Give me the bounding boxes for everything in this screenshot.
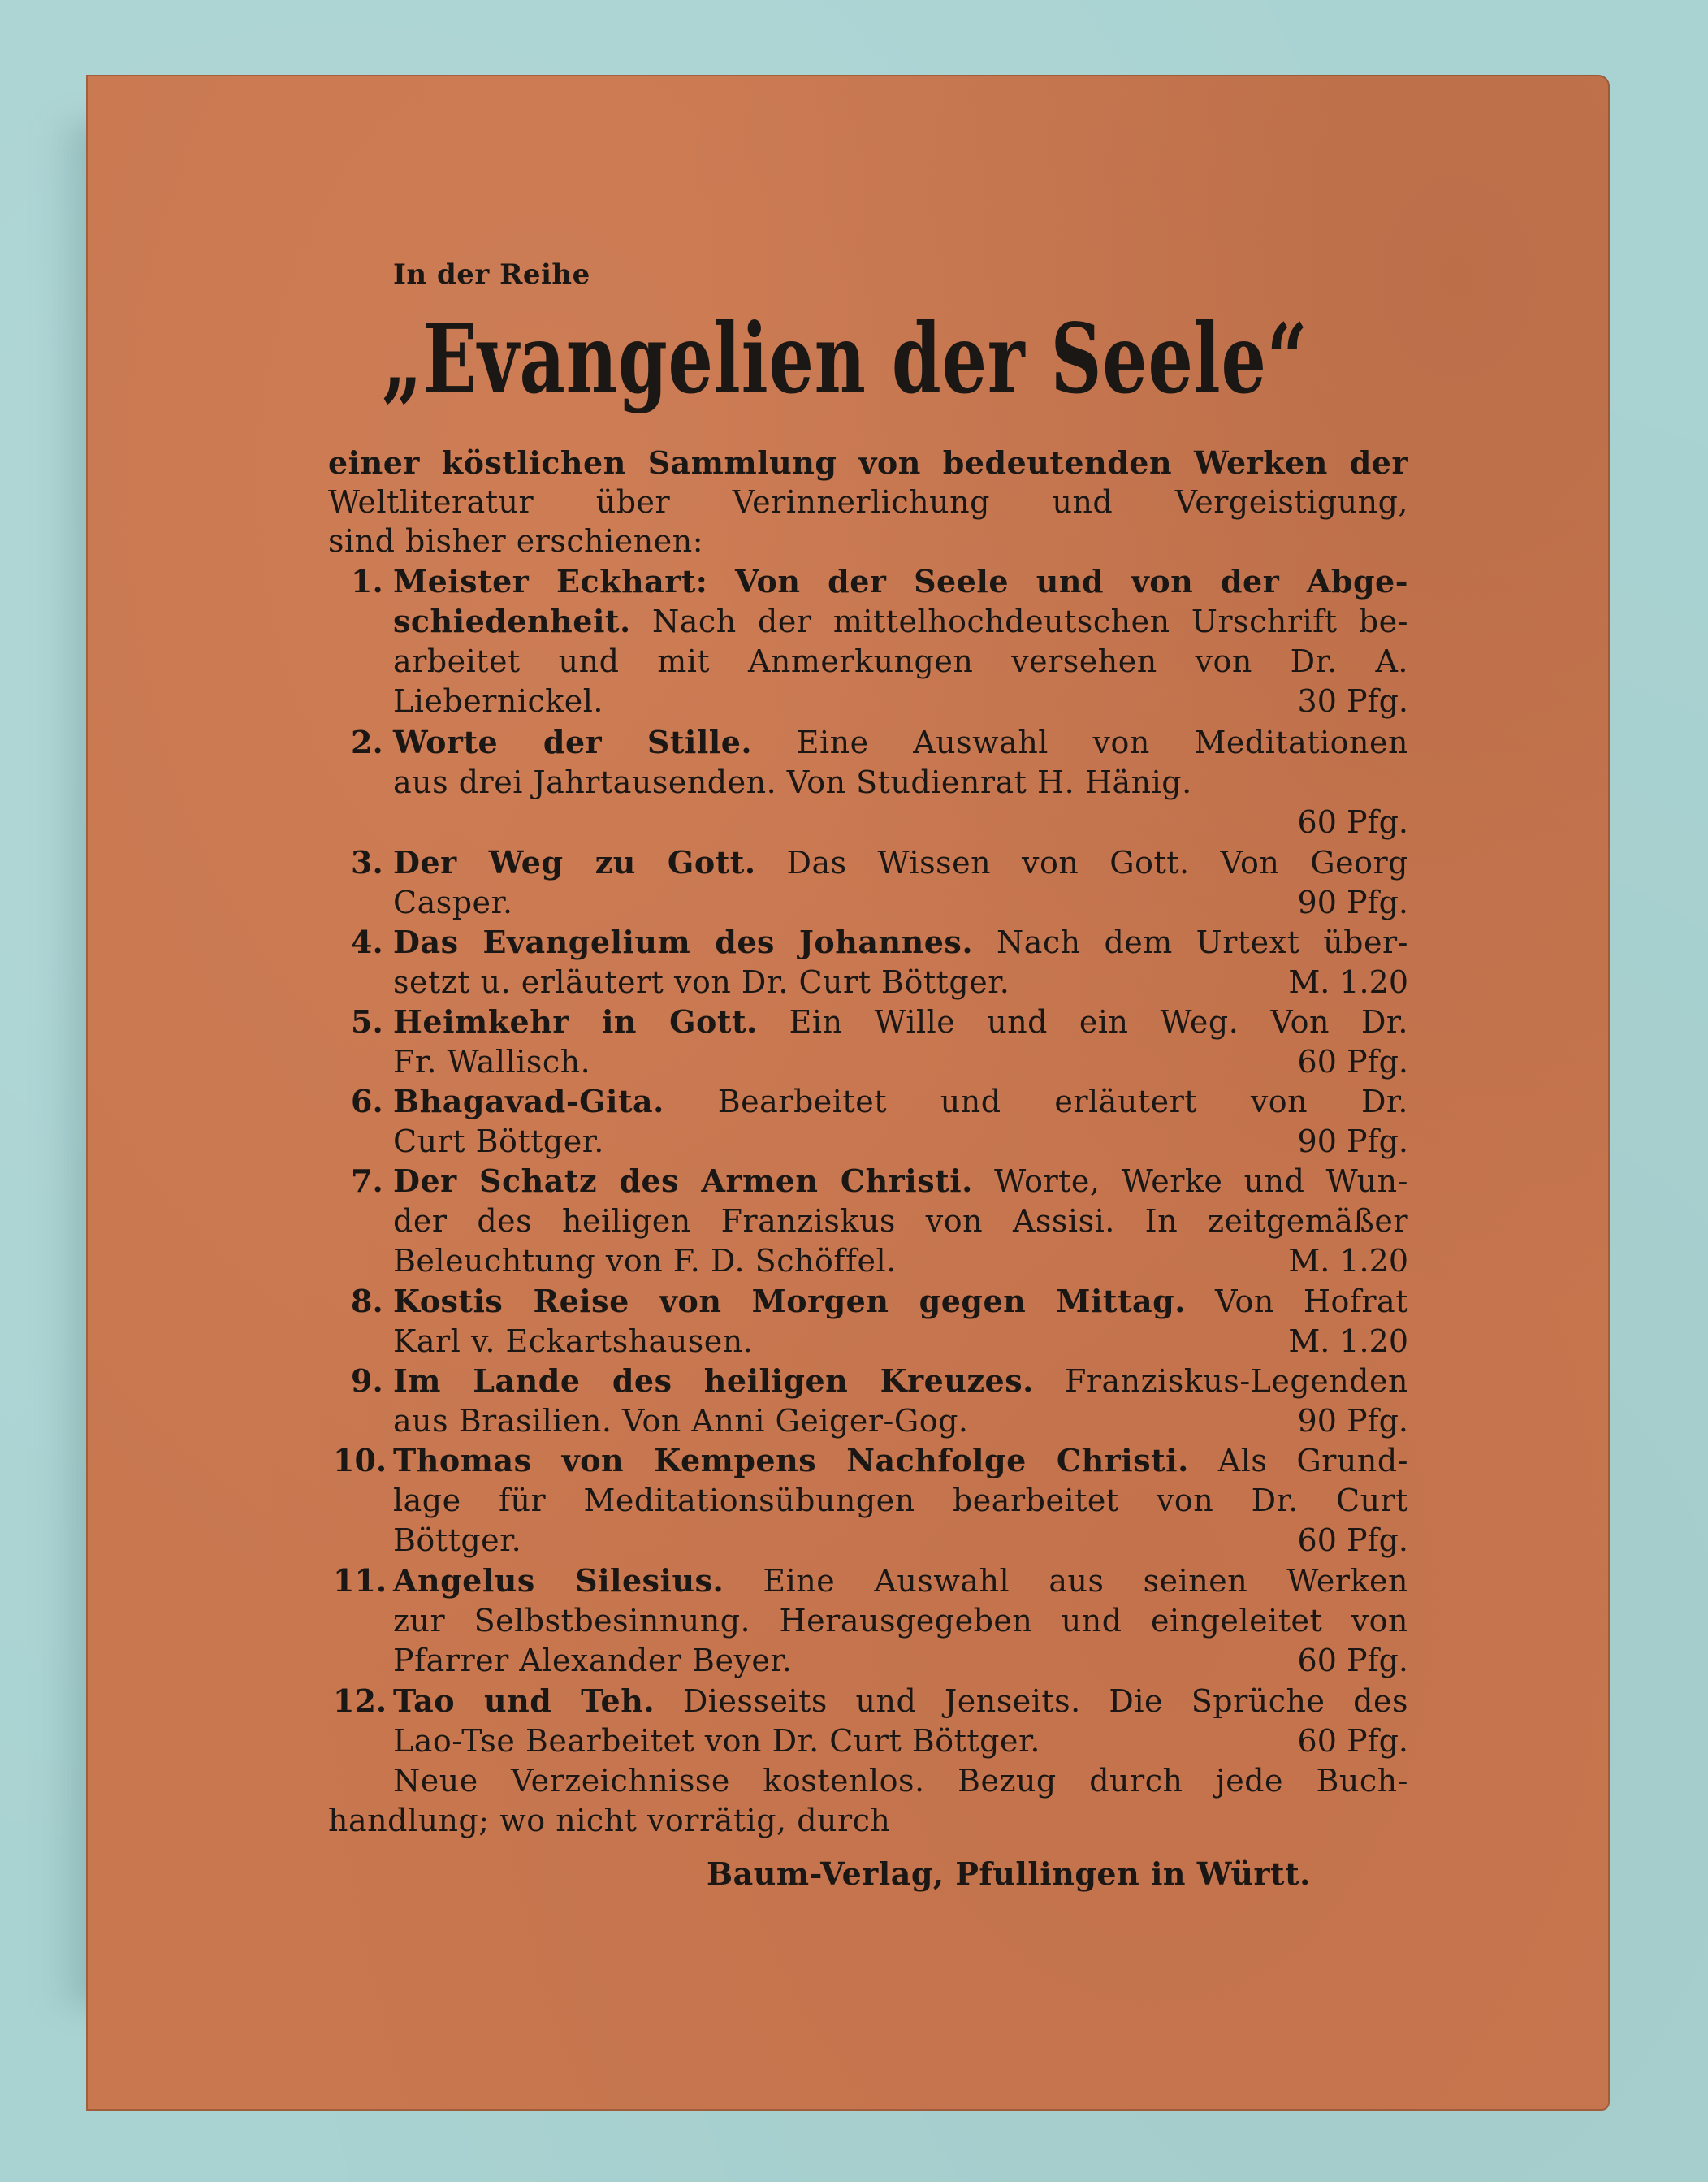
entry-desc-line: Curt Böttger. bbox=[393, 1123, 604, 1159]
entry-desc-line: Fr. Wallisch. bbox=[393, 1044, 591, 1080]
entry-number: 12. bbox=[333, 1682, 387, 1719]
entry-desc-text: Nach der mittelhochdeutschen Urschrift be- bbox=[652, 604, 1408, 639]
entry-title-line bbox=[393, 1442, 1408, 1479]
entry-title-text: Der Schatz des Armen Christi. bbox=[393, 1162, 973, 1199]
entry-number: 5. bbox=[351, 1003, 383, 1040]
entry-price: M. 1.20 bbox=[1288, 964, 1408, 1000]
entry-title-text: Im Lande des heiligen Kreuzes. bbox=[393, 1362, 1034, 1399]
footer-line-2: handlung; wo nicht vorrätig, durch bbox=[328, 1803, 891, 1838]
entry-desc-text: Eine Auswahl von Meditationen bbox=[796, 725, 1408, 760]
entry-title-line bbox=[393, 1083, 1408, 1120]
entry-number: 10. bbox=[333, 1442, 387, 1478]
entry-number: 4. bbox=[351, 924, 383, 960]
entry-title-line bbox=[393, 1562, 1408, 1600]
entry-price: 90 Pfg. bbox=[1297, 1123, 1408, 1159]
entry-number: 3. bbox=[351, 844, 383, 881]
entry-number: 1. bbox=[351, 563, 383, 600]
entry-desc-text: Worte, Werke und Wun- bbox=[994, 1163, 1408, 1199]
entry-price: 60 Pfg. bbox=[1297, 1044, 1408, 1080]
entry-title-text: Bhagavad-Gita. bbox=[393, 1083, 664, 1119]
entry-title-text: Das Evangelium des Johannes. bbox=[393, 924, 974, 960]
entry-desc-line: Böttger. bbox=[393, 1522, 522, 1558]
entry-number: 9. bbox=[351, 1362, 383, 1399]
entry-desc-text: Eine Auswahl aus seinen Werken bbox=[763, 1563, 1408, 1599]
entry-title-text: Worte der Stille. bbox=[393, 724, 753, 760]
series-title: „Evangelien der Seele“ bbox=[382, 302, 1308, 415]
entry-number: 7. bbox=[351, 1162, 383, 1199]
entry-price: 60 Pfg. bbox=[1297, 1643, 1408, 1678]
entry-title-text: Thomas von Kempens Nachfolge Christi. bbox=[393, 1442, 1189, 1478]
entry-desc-text: Das Wissen von Gott. Von Georg bbox=[786, 845, 1408, 881]
entry-desc-line: Pfarrer Alexander Beyer. bbox=[393, 1643, 793, 1678]
entry-desc-text: Diesseits und Jenseits. Die Sprüche des bbox=[682, 1683, 1408, 1719]
entry-desc-text: Nach dem Urtext über- bbox=[996, 924, 1408, 960]
entry-price: 60 Pfg. bbox=[1297, 1723, 1408, 1759]
entry-desc-line: zur Selbstbesinnung. Herausgegeben und eingeleitet von bbox=[393, 1603, 1408, 1639]
entry-price: M. 1.20 bbox=[1288, 1243, 1408, 1279]
intro-line-1: einer köstlichen Sammlung von bedeutenden Werken der bbox=[328, 444, 1408, 481]
entry-desc-text: Franziskus-Legenden bbox=[1065, 1363, 1408, 1399]
entry-title-line bbox=[393, 1362, 1408, 1400]
entry-desc-line: Karl v. Eckartshausen. bbox=[393, 1323, 754, 1359]
entry-title-line bbox=[393, 1162, 1408, 1200]
entry-price: 90 Pfg. bbox=[1297, 1403, 1408, 1439]
entry-desc-text: Bearbeitet und erläutert von Dr. bbox=[717, 1084, 1408, 1119]
entry-title-line bbox=[393, 924, 1408, 961]
entry-desc-line bbox=[393, 603, 1408, 640]
entry-desc-line: Liebernickel. bbox=[393, 683, 604, 719]
entry-desc-line: Beleuchtung von F. D. Schöffel. bbox=[393, 1243, 897, 1279]
entry-desc-line: aus drei Jahrtausenden. Von Studienrat H. Hänig. bbox=[393, 764, 1192, 800]
entry-title-line bbox=[393, 844, 1408, 881]
entry-title-line bbox=[393, 1003, 1408, 1041]
entry-price: M. 1.20 bbox=[1288, 1323, 1408, 1359]
entry-title-text: Tao und Teh. bbox=[393, 1682, 655, 1719]
entry-title-cont: schiedenheit. bbox=[393, 603, 631, 639]
entry-desc-line: lage für Meditationsübungen bearbeitet von Dr. Curt bbox=[393, 1483, 1408, 1518]
entry-title-text: Angelus Silesius. bbox=[393, 1562, 724, 1599]
entry-title-line bbox=[393, 724, 1408, 761]
entry-title-text: Meister Eckhart: Von der Seele und von der Abge- bbox=[393, 563, 1408, 600]
intro-line-2: Weltliteratur über Verinnerlichung und Vergeistigung, bbox=[328, 484, 1408, 520]
intro-line-3: sind bisher erschienen: bbox=[328, 523, 704, 559]
entry-title-text: Heimkehr in Gott. bbox=[393, 1003, 758, 1040]
entry-number: 8. bbox=[351, 1283, 383, 1319]
entry-price: 30 Pfg. bbox=[1297, 683, 1408, 719]
entry-desc-line: arbeitet und mit Anmerkungen versehen von Dr. A. bbox=[393, 643, 1408, 679]
entry-title-line bbox=[393, 1682, 1408, 1720]
entry-desc-line: Lao-Tse Bearbeitet von Dr. Curt Böttger. bbox=[393, 1723, 1041, 1759]
entry-desc-line: aus Brasilien. Von Anni Geiger-Gog. bbox=[393, 1403, 969, 1439]
entry-desc-text: Von Hofrat bbox=[1214, 1284, 1408, 1319]
entry-desc-text: Ein Wille und ein Weg. Von Dr. bbox=[789, 1004, 1408, 1040]
entry-desc-line: setzt u. erläutert von Dr. Curt Böttger. bbox=[393, 964, 1010, 1000]
footer-line-1: Neue Verzeichnisse kostenlos. Bezug durch jede Buch- bbox=[393, 1763, 1408, 1799]
entry-price: 60 Pfg. bbox=[1297, 1522, 1408, 1558]
series-intro: In der Reihe bbox=[393, 258, 590, 291]
entry-price: 60 Pfg. bbox=[1297, 804, 1408, 840]
entry-desc-text: Als Grund- bbox=[1217, 1443, 1408, 1478]
entry-desc-line: der des heiligen Franziskus von Assisi. In zeitgemäßer bbox=[393, 1203, 1408, 1239]
entry-number: 2. bbox=[351, 724, 383, 760]
entry-title bbox=[393, 563, 1408, 600]
entry-title-text: Kostis Reise von Morgen gegen Mittag. bbox=[393, 1283, 1186, 1319]
entry-title-line bbox=[393, 1283, 1408, 1320]
entry-title-text: Der Weg zu Gott. bbox=[393, 844, 756, 881]
entry-desc-line: Casper. bbox=[393, 885, 513, 920]
entry-number: 11. bbox=[333, 1562, 387, 1599]
entry-number: 6. bbox=[351, 1083, 383, 1119]
publisher-imprint: Baum-Verlag, Pfullingen in Württ. bbox=[707, 1855, 1311, 1892]
entry-price: 90 Pfg. bbox=[1297, 885, 1408, 920]
